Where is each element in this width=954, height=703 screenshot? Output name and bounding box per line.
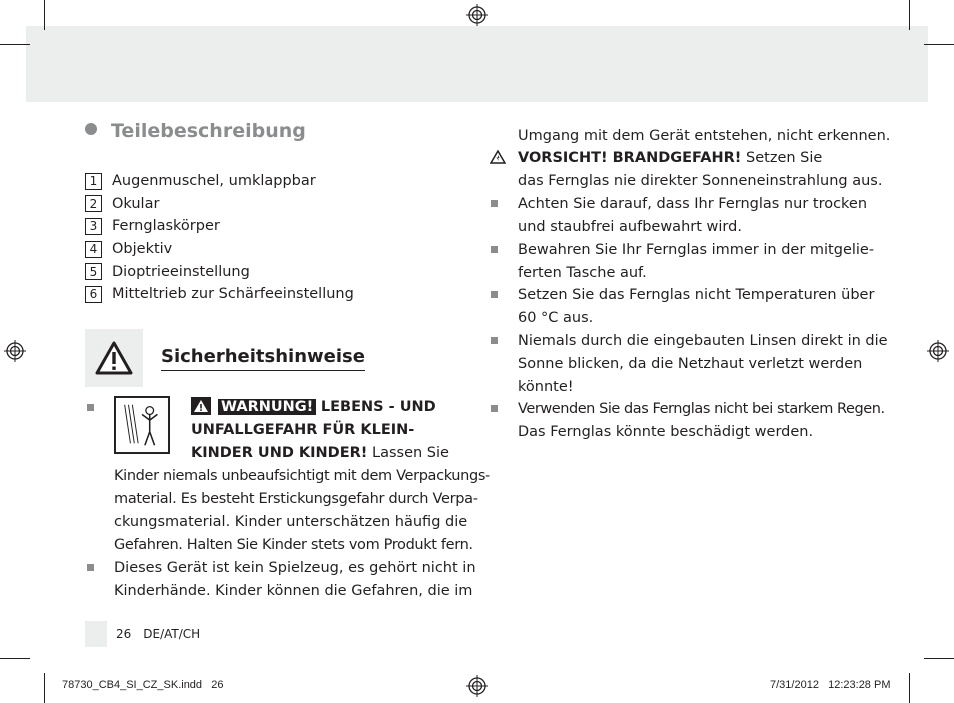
parts-list-item: [85, 215, 354, 238]
section-title-text: Teilebeschreibung: [111, 120, 306, 142]
warning-line-3: [191, 442, 449, 465]
right-bullet-line: könnte!: [518, 379, 574, 395]
warning-body-line: Kinder niemals unbeaufsichtigt mit dem Verpackungs-: [114, 468, 490, 484]
right-bullet-line: Setzen Sie das Fernglas nicht Temperaturen über: [518, 287, 875, 303]
registration-mark-icon: [927, 340, 949, 362]
warning-body-line: material. Es besteht Erstickungsgefahr durch Verpa-: [114, 491, 478, 507]
slug-date-info: 7/31/2012 12:23:28 PM: [770, 679, 891, 691]
region-label: DE/AT/CH: [143, 627, 201, 641]
crop-mark: [44, 673, 45, 703]
bullet-dot-icon: [85, 123, 97, 135]
safety-heading: Sicherheitshinweise: [161, 346, 365, 371]
part-number: 3: [85, 218, 102, 235]
warning-body-line: ckungsmaterial. Kinder unterschätzen häufig die: [114, 514, 468, 530]
part-label: Okular: [112, 195, 160, 212]
warning-line-1: [218, 396, 436, 419]
parts-list-item: [85, 283, 354, 306]
part-label: Augenmuschel, umklappbar: [112, 173, 316, 190]
parts-list-item: [85, 170, 354, 193]
caution-bold-text: VORSICHT! BRANDGEFAHR!: [518, 150, 742, 166]
crop-mark: [909, 0, 910, 30]
parts-list-item: [85, 238, 354, 261]
crop-mark: [0, 44, 30, 45]
continuation-line: Umgang mit dem Gerät entstehen, nicht erkennen.: [518, 128, 891, 144]
right-bullet-line: ferten Tasche auf.: [518, 265, 647, 281]
right-bullet-line: Niemals durch die eingebauten Linsen direkt in die: [518, 333, 888, 349]
registration-mark-icon: [466, 675, 488, 697]
right-bullet-line: Bewahren Sie Ihr Fernglas immer in der mitgelie-: [518, 242, 875, 258]
caution-line-1: [518, 147, 822, 170]
right-bullet-line: Das Fernglas könnte beschädigt werden.: [518, 424, 814, 440]
part-label: Mitteltrieb zur Schärfeeinstellung: [112, 286, 354, 303]
part-number: 5: [85, 263, 102, 280]
caution-inline-text: Setzen Sie: [746, 150, 823, 166]
warning-line-2: UNFALLGEFAHR FÜR KLEIN-: [191, 422, 415, 438]
right-bullet-line: Achten Sie darauf, dass Ihr Fernglas nur trocken: [518, 196, 868, 212]
toy-line: Dieses Gerät ist kein Spielzeug, es gehört nicht in: [114, 560, 476, 576]
toy-line: Kinderhände. Kinder können die Gefahren, die im: [114, 583, 473, 599]
caution-line-2: das Fernglas nie direkter Sonneneinstrahlung aus.: [518, 173, 883, 189]
warning-badge: WARNUNG!: [218, 399, 316, 415]
list-bullet: [491, 246, 498, 253]
warning-inline-text: Lassen Sie: [372, 445, 449, 461]
right-bullet-line: und staubfrei aufbewahrt wird.: [518, 219, 742, 235]
parts-list-item: [85, 260, 354, 283]
registration-mark-icon: [466, 4, 488, 26]
crop-mark: [924, 658, 954, 659]
right-bullet-line: 60 °C aus.: [518, 310, 594, 326]
child-warning-icon: [114, 396, 170, 454]
list-bullet: [87, 564, 94, 571]
list-bullet: [491, 200, 498, 207]
warning-bold-text: KINDER UND KINDER!: [191, 445, 368, 461]
registration-mark-icon: [4, 340, 26, 362]
list-bullet: [87, 404, 94, 411]
part-number: 1: [85, 173, 102, 190]
small-warning-triangle-icon: [191, 397, 211, 415]
warning-body-line: Gefahren. Halten Sie Kinder stets vom Produkt fern.: [114, 537, 473, 553]
page-number-box: [85, 621, 107, 647]
part-label: Dioptrieeinstellung: [112, 263, 250, 280]
crop-mark: [909, 673, 910, 703]
section-title: [85, 120, 306, 142]
crop-mark: [0, 658, 30, 659]
crop-mark: [924, 44, 954, 45]
right-bullet-line: Sonne blicken, da die Netzhaut verletzt werden: [518, 356, 863, 372]
part-number: 4: [85, 241, 102, 258]
warning-triangle-box: [85, 329, 143, 387]
slug-file-info: 78730_CB4_SI_CZ_SK.indd 26: [62, 679, 224, 691]
right-bullet-line: Verwenden Sie das Fernglas nicht bei starkem Regen.: [518, 401, 885, 417]
list-bullet: [491, 337, 498, 344]
parts-list: [85, 170, 354, 306]
list-bullet: [491, 405, 498, 412]
page-footer: [116, 627, 200, 641]
part-number: 6: [85, 286, 102, 303]
part-number: 2: [85, 195, 102, 212]
parts-list-item: [85, 193, 354, 216]
header-band: [26, 26, 928, 102]
crop-mark: [44, 0, 45, 30]
warning-bold-text: LEBENS - UND: [320, 399, 436, 415]
small-warning-triangle-icon: [490, 150, 506, 164]
part-label: Objektiv: [112, 241, 173, 258]
list-bullet: [491, 291, 498, 298]
page-number: 26: [116, 627, 132, 641]
warning-triangle-icon: [94, 340, 134, 376]
part-label: Fernglaskörper: [112, 218, 220, 235]
